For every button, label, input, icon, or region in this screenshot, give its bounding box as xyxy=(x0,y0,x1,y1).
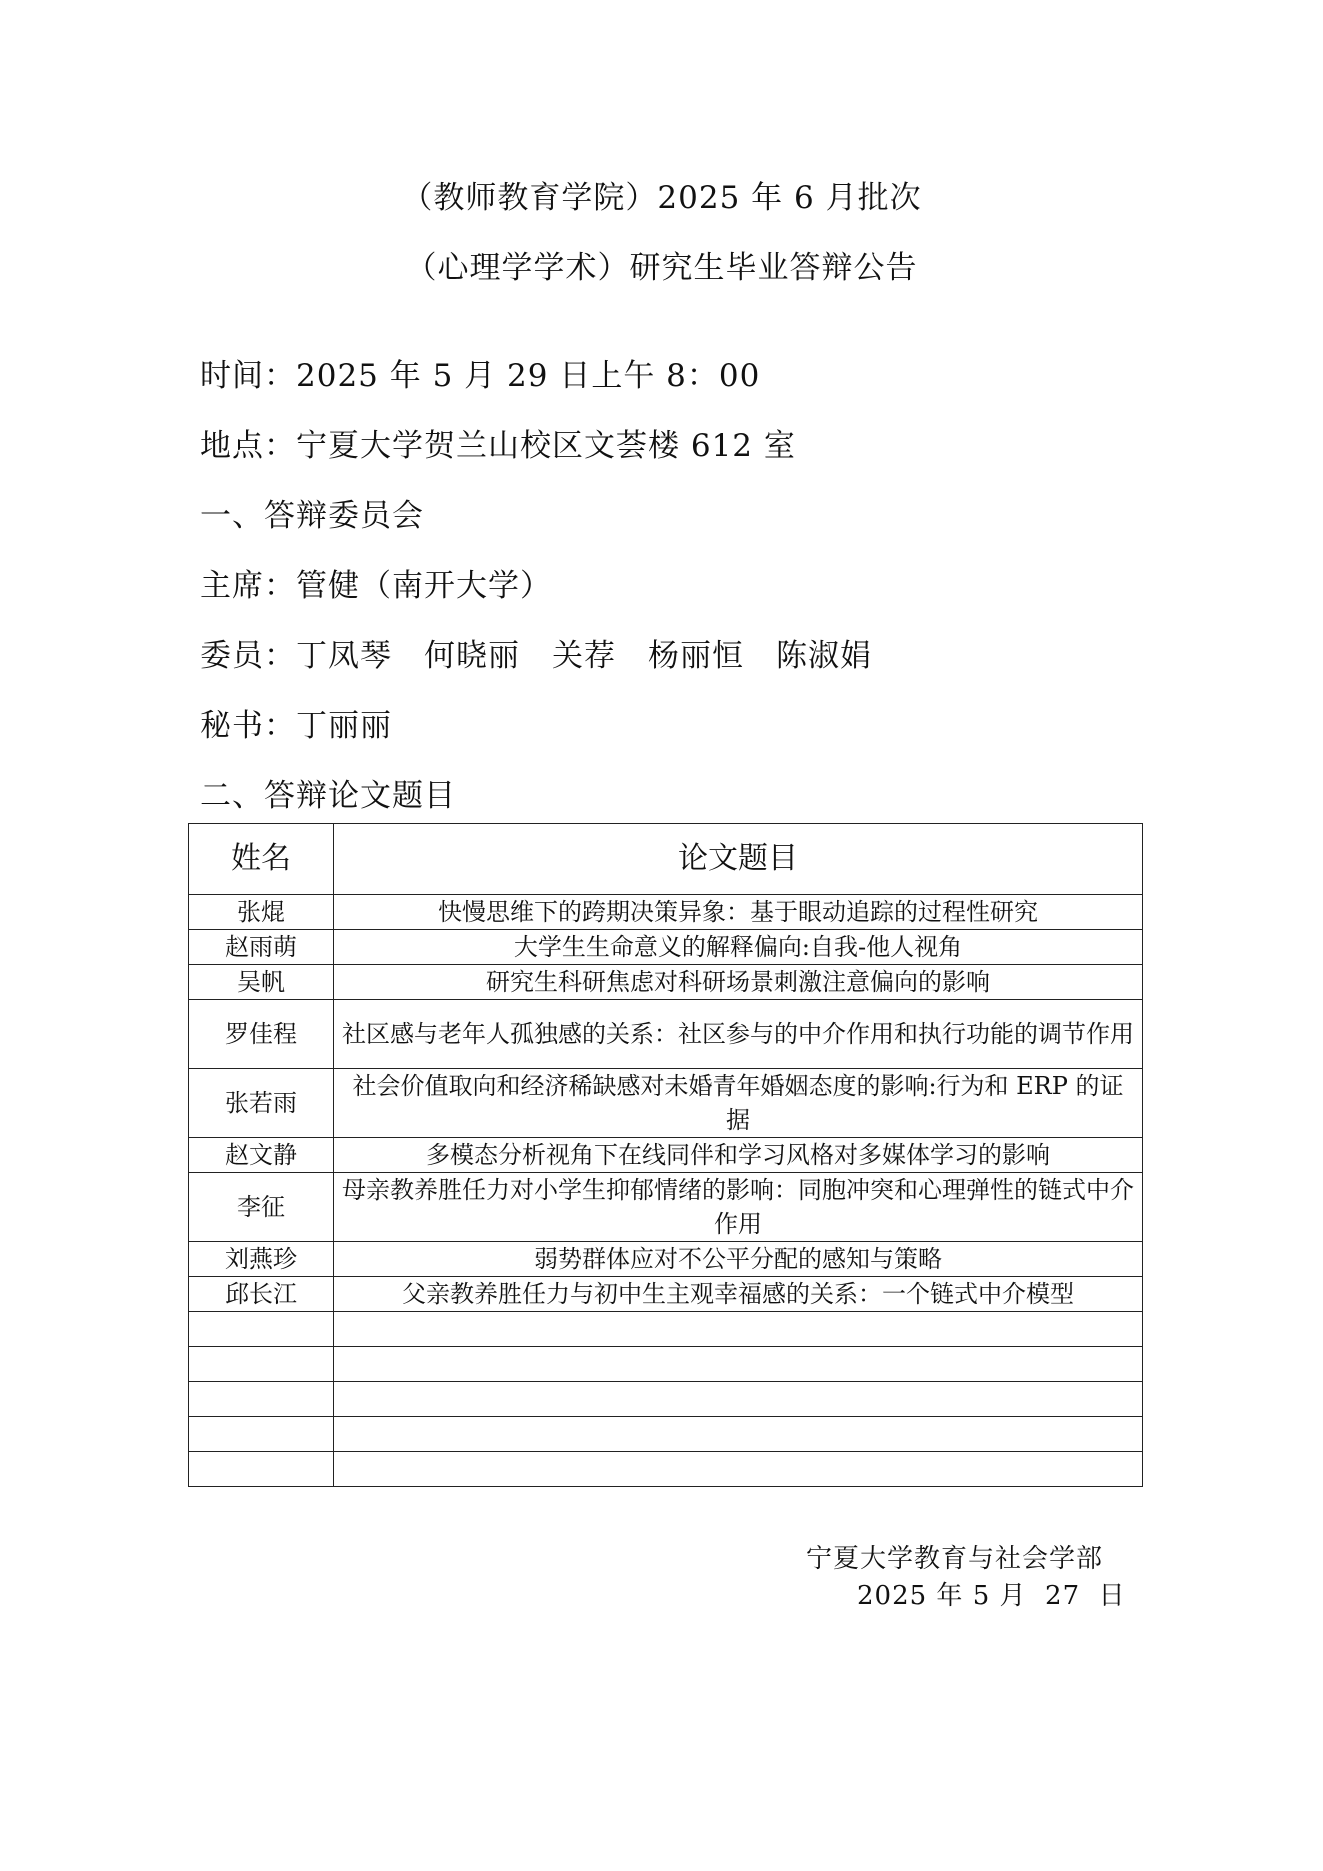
thesis-table xyxy=(188,823,1143,1487)
table-row xyxy=(189,930,1143,965)
student-name: 赵文静 xyxy=(189,1138,334,1173)
student-name: 刘燕珍 xyxy=(189,1242,334,1277)
thesis-title: 弱势群体应对不公平分配的感知与策略 xyxy=(334,1242,1143,1277)
committee-secretary: 秘书：丁丽丽 xyxy=(200,708,392,744)
empty-cell xyxy=(189,1312,334,1347)
empty-cell xyxy=(334,1347,1143,1382)
student-name: 吴帆 xyxy=(189,965,334,1000)
empty-cell xyxy=(334,1417,1143,1452)
student-name: 邱长江 xyxy=(189,1277,334,1312)
student-name: 赵雨萌 xyxy=(189,930,334,965)
student-name: 罗佳程 xyxy=(189,1000,334,1069)
defense-place: 地点：宁夏大学贺兰山校区文荟楼 612 室 xyxy=(200,428,796,464)
table-row xyxy=(189,1138,1143,1173)
thesis-title: 社会价值取向和经济稀缺感对未婚青年婚姻态度的影响:行为和 ERP 的证据 xyxy=(334,1069,1143,1138)
committee-chair: 主席：管健（南开大学） xyxy=(200,568,552,604)
table-row xyxy=(189,1069,1143,1138)
thesis-title: 研究生科研焦虑对科研场景刺激注意偏向的影响 xyxy=(334,965,1143,1000)
topics-heading: 二、答辩论文题目 xyxy=(200,778,456,814)
empty-table-row xyxy=(189,1417,1143,1452)
empty-cell xyxy=(189,1347,334,1382)
table-row xyxy=(189,1242,1143,1277)
table-row xyxy=(189,1000,1143,1069)
table-row xyxy=(189,895,1143,930)
thesis-title: 多模态分析视角下在线同伴和学习风格对多媒体学习的影响 xyxy=(334,1138,1143,1173)
empty-cell xyxy=(334,1312,1143,1347)
committee-heading: 一、答辩委员会 xyxy=(200,498,424,534)
empty-table-row xyxy=(189,1382,1143,1417)
thesis-title: 母亲教养胜任力对小学生抑郁情绪的影响：同胞冲突和心理弹性的链式中介作用 xyxy=(334,1173,1143,1242)
empty-table-row xyxy=(189,1347,1143,1382)
thesis-title: 快慢思维下的跨期决策异象：基于眼动追踪的过程性研究 xyxy=(334,895,1143,930)
student-name: 张焜 xyxy=(189,895,334,930)
student-name: 李征 xyxy=(189,1173,334,1242)
empty-table-row xyxy=(189,1312,1143,1347)
empty-cell xyxy=(189,1452,334,1487)
defense-time: 时间：2025 年 5 月 29 日上午 8：00 xyxy=(200,358,761,394)
empty-cell xyxy=(334,1382,1143,1417)
thesis-title: 父亲教养胜任力与初中生主观幸福感的关系：一个链式中介模型 xyxy=(334,1277,1143,1312)
column-header-name: 姓名 xyxy=(189,824,334,895)
thesis-title: 大学生生命意义的解释偏向:自我-他人视角 xyxy=(334,930,1143,965)
table-row xyxy=(189,1277,1143,1312)
notice-title-line-2: （心理学学术）研究生毕业答辩公告 xyxy=(405,250,918,286)
student-name: 张若雨 xyxy=(189,1069,334,1138)
column-header-title: 论文题目 xyxy=(334,824,1143,895)
thesis-title: 社区感与老年人孤独感的关系：社区参与的中介作用和执行功能的调节作用 xyxy=(334,1000,1143,1069)
empty-cell xyxy=(189,1382,334,1417)
issuing-organization: 宁夏大学教育与社会学部 xyxy=(806,1544,1104,1574)
empty-cell xyxy=(189,1417,334,1452)
committee-members: 委员：丁凤琴 何晓丽 关荐 杨丽恒 陈淑娟 xyxy=(200,638,872,674)
table-header-row xyxy=(189,824,1143,895)
table-row xyxy=(189,965,1143,1000)
empty-table-row xyxy=(189,1452,1143,1487)
issue-date: 2025 年 5 月 27 日 xyxy=(857,1581,1126,1611)
table-row xyxy=(189,1173,1143,1242)
notice-title-line-1: （教师教育学院）2025 年 6 月批次 xyxy=(401,180,922,216)
empty-cell xyxy=(334,1452,1143,1487)
